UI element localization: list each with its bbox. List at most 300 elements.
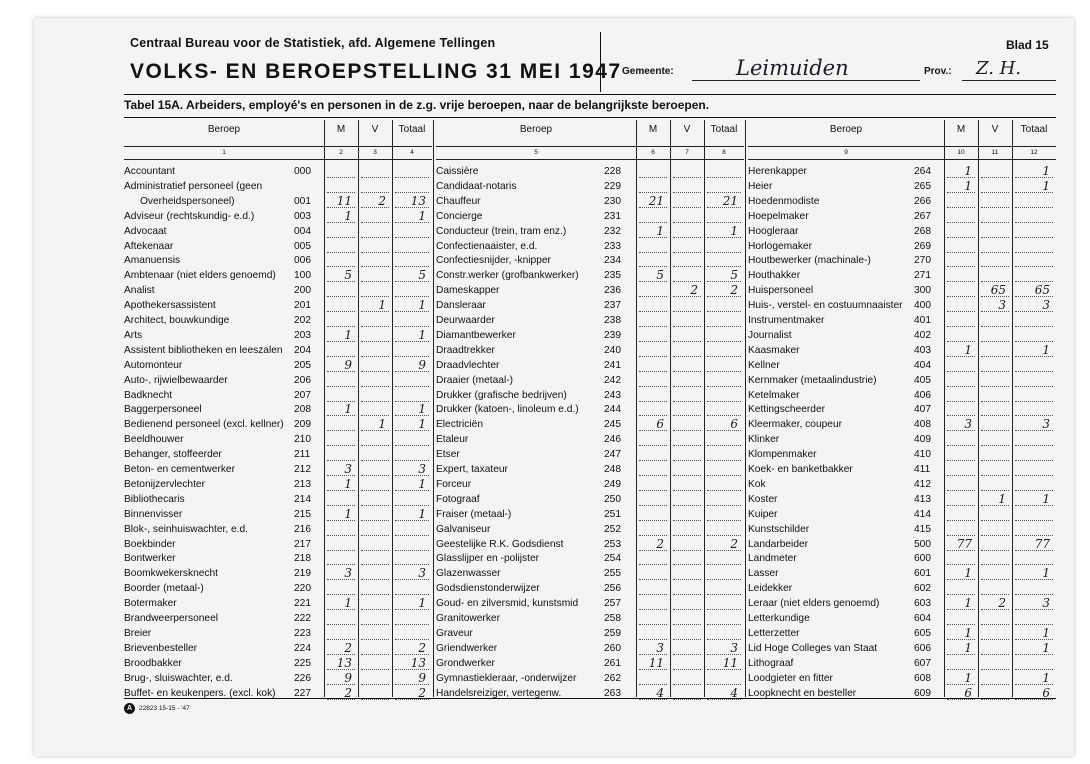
occupation-name: Kellner — [748, 359, 780, 371]
occupation-name: Kunstschilder — [748, 523, 810, 535]
entry-line — [947, 207, 975, 208]
occupation-code: 411 — [914, 464, 931, 475]
occupation-name: Brandweerpersoneel — [124, 613, 219, 624]
occupation-name: Diamantbewerker — [436, 329, 516, 341]
handwritten-m-value: 1 — [964, 640, 972, 655]
print-code: 22823 15-15 - '47 — [139, 705, 190, 712]
occupation-name: Constr.werker (grofbankwerker) — [436, 270, 579, 282]
handwritten-t-value: 77 — [1034, 536, 1050, 551]
occupation-code: 004 — [294, 225, 311, 237]
entry-line — [673, 654, 701, 655]
column-header-v: V — [991, 124, 999, 135]
entry-line — [361, 550, 389, 551]
handwritten-m-value: 1 — [344, 208, 352, 223]
entry-line — [361, 579, 389, 580]
occupation-name: Bedienend personeel (excl. kellner) — [124, 419, 284, 431]
occupation-code: 234 — [604, 255, 621, 267]
entry-line — [327, 624, 355, 625]
handwritten-v-value: 65 — [990, 283, 1006, 298]
handwritten-m-value: 5 — [656, 268, 664, 283]
entry-line — [707, 609, 741, 610]
occupation-code: 606 — [914, 642, 931, 654]
column-divider — [670, 120, 671, 697]
occupation-name: Binnenvisser — [124, 508, 183, 520]
entry-line — [361, 415, 389, 416]
entry-line — [1015, 266, 1053, 267]
entry-line — [395, 296, 429, 297]
occupation-code: 602 — [914, 583, 931, 595]
entry-line — [981, 654, 1009, 655]
occupation-name: Expert, taxateur — [436, 464, 508, 475]
table-caption: Tabel 15A. Arbeiders, employé's en personen in de z.g. vrije beroepen, naar de belangrijkste beroepen. — [124, 98, 710, 112]
entry-line — [327, 460, 355, 461]
entry-line — [707, 222, 741, 223]
entry-line — [327, 445, 355, 446]
entry-line — [947, 341, 975, 342]
entry-line — [639, 505, 667, 506]
entry-line — [981, 520, 1009, 521]
occupation-code: 270 — [914, 255, 931, 267]
occupation-name: Dameskapper — [436, 285, 500, 297]
occupation-name: Etser — [436, 449, 460, 461]
occupation-name: Forceur — [436, 478, 472, 490]
occupation-name: Leraar (niet elders genoemd) — [748, 598, 880, 610]
entry-line — [981, 564, 1009, 565]
occupation-name: Bibliothecaris — [124, 493, 185, 505]
entry-line — [673, 684, 701, 685]
occupation-code: 005 — [294, 240, 311, 252]
occupation-code: 219 — [294, 568, 311, 580]
occupation-code: 408 — [914, 419, 931, 431]
occupation-name: Arts — [124, 329, 143, 341]
entry-line — [981, 192, 1009, 193]
entry-line — [673, 505, 701, 506]
handwritten-t-value: 1 — [418, 298, 426, 313]
column-number: 3 — [373, 149, 377, 156]
handwritten-m-value: 1 — [344, 506, 352, 521]
entry-line — [361, 624, 389, 625]
occupation-code: 609 — [914, 687, 931, 699]
occupation-name: Hoogleraar — [748, 225, 799, 237]
entry-line — [361, 237, 389, 238]
occupation-name: Boekbinder — [124, 538, 176, 550]
occupation-name: Boomkwekersknecht — [124, 568, 218, 580]
entry-line — [327, 237, 355, 238]
entry-line — [707, 579, 741, 580]
entry-line — [639, 371, 667, 372]
handwritten-m-value: 1 — [656, 223, 664, 238]
column-header-m: M — [956, 124, 966, 135]
column-divider — [636, 120, 637, 697]
occupation-name: Concierge — [436, 210, 483, 222]
occupation-code: 216 — [294, 523, 311, 535]
occupation-name: Chauffeur — [436, 195, 481, 207]
occupation-name: Lid Hoge Colleges van Staat — [748, 642, 878, 654]
entry-line — [673, 341, 701, 342]
occupation-code: 250 — [604, 493, 621, 505]
occupation-code: 412 — [914, 478, 931, 490]
entry-line — [707, 177, 741, 178]
handwritten-t-value: 1 — [1042, 670, 1050, 685]
column-divider — [358, 120, 359, 697]
handwritten-m-value: 3 — [344, 566, 352, 581]
entry-line — [327, 594, 355, 595]
handwritten-m-value: 9 — [344, 357, 352, 372]
handwritten-t-value: 1 — [418, 596, 426, 611]
entry-line — [395, 356, 429, 357]
entry-line — [707, 341, 741, 342]
handwritten-m-value: 5 — [344, 268, 352, 283]
entry-line — [673, 609, 701, 610]
entry-line — [1015, 386, 1053, 387]
occupation-code: 215 — [294, 508, 311, 520]
entry-line — [947, 594, 975, 595]
entry-line — [981, 266, 1009, 267]
occupation-code: 255 — [604, 568, 621, 580]
occupation-name: Drukker (grafische bedrijven) — [436, 389, 567, 401]
entry-line — [981, 639, 1009, 640]
column-number: 7 — [685, 149, 689, 156]
entry-line — [673, 490, 701, 491]
entry-line — [707, 460, 741, 461]
entry-line — [981, 475, 1009, 476]
entry-line — [327, 192, 355, 193]
province-value: Z. H. — [976, 58, 1022, 79]
handwritten-t-value: 11 — [722, 655, 738, 670]
occupation-code: 409 — [914, 434, 931, 446]
occupation-code: 230 — [604, 195, 621, 207]
occupation-name: Glazenwasser — [436, 568, 501, 580]
occupation-name: Aftekenaar — [124, 240, 174, 252]
occupation-code: 229 — [604, 180, 621, 192]
handwritten-t-value: 1 — [1042, 625, 1050, 640]
occupation-code: 410 — [914, 449, 931, 461]
occupation-name: Koster — [748, 493, 778, 505]
occupation-name: Botermaker — [124, 598, 177, 610]
number-row-rule — [436, 159, 744, 160]
column-divider — [392, 120, 393, 697]
entry-line — [947, 296, 975, 297]
occupation-code: 242 — [604, 374, 621, 386]
occupation-name: Etaleur — [436, 434, 469, 446]
occupation-code: 237 — [604, 300, 621, 312]
occupation-code: 227 — [294, 687, 311, 699]
entry-line — [707, 311, 741, 312]
entry-line — [981, 237, 1009, 238]
occupation-code: 003 — [294, 210, 311, 222]
occupation-code: 402 — [914, 329, 931, 341]
handwritten-t-value: 2 — [418, 640, 426, 655]
column-divider — [324, 120, 325, 697]
column-header-beroep: Beroep — [519, 124, 553, 135]
entry-line — [361, 296, 389, 297]
occupation-name: Beeldhouwer — [124, 434, 184, 446]
occupation-name: Brug-, sluiswachter, e.d. — [124, 672, 233, 684]
entry-line — [395, 639, 429, 640]
handwritten-v-value: 2 — [998, 596, 1006, 611]
occupation-name: Bontwerker — [124, 553, 176, 565]
entry-line — [673, 401, 701, 402]
handwritten-t-value: 2 — [730, 283, 738, 298]
entry-line — [327, 550, 355, 551]
occupation-code: 213 — [294, 478, 311, 490]
occupation-name: Broodbakker — [124, 657, 182, 669]
entry-line — [639, 311, 667, 312]
entry-line — [639, 609, 667, 610]
entry-line — [981, 579, 1009, 580]
occupation-name: Breier — [124, 627, 152, 639]
occupation-code: 100 — [294, 270, 311, 282]
entry-line — [361, 594, 389, 595]
form-title: VOLKS- EN BEROEPSTELLING 31 MEI 1947 — [130, 60, 622, 83]
entry-line — [1015, 460, 1053, 461]
handwritten-t-value: 3 — [1042, 298, 1050, 313]
handwritten-t-value: 9 — [418, 357, 426, 372]
entry-line — [639, 177, 667, 178]
entry-line — [673, 326, 701, 327]
occupation-name: Draadtrekker — [436, 344, 495, 356]
occupation-name: Kaasmaker — [748, 344, 800, 356]
entry-line — [1015, 415, 1053, 416]
occupation-code: 403 — [914, 344, 931, 356]
entry-line — [361, 669, 389, 670]
entry-line — [395, 564, 429, 565]
entry-line — [1015, 281, 1053, 282]
entry-line — [707, 490, 741, 491]
entry-line — [361, 654, 389, 655]
entry-line — [361, 639, 389, 640]
entry-line — [639, 535, 667, 536]
entry-line — [361, 281, 389, 282]
entry-line — [1015, 401, 1053, 402]
entry-line — [395, 594, 429, 595]
entry-line — [673, 192, 701, 193]
handwritten-m-value: 13 — [336, 655, 352, 670]
handwritten-t-value: 3 — [1042, 417, 1050, 432]
occupation-code: 265 — [914, 180, 931, 192]
entry-line — [981, 490, 1009, 491]
occupation-code: 233 — [604, 240, 621, 252]
occupation-name: Dansleraar — [436, 300, 486, 312]
handwritten-m-value: 2 — [656, 536, 664, 551]
occupation-code: 251 — [604, 508, 621, 520]
entry-line — [981, 356, 1009, 357]
entry-line — [639, 639, 667, 640]
entry-line — [395, 445, 429, 446]
column-header-m: M — [336, 124, 346, 135]
occupation-name: Electriciën — [436, 419, 483, 431]
entry-line — [947, 222, 975, 223]
handwritten-t-value: 1 — [730, 223, 738, 238]
column-header-beroep: Beroep — [207, 124, 241, 135]
entry-line — [673, 356, 701, 357]
entry-line — [639, 460, 667, 461]
entry-line — [639, 594, 667, 595]
occupation-code: 201 — [294, 300, 311, 312]
occupation-code: 240 — [604, 344, 621, 356]
occupation-name: Analist — [124, 285, 155, 297]
column-divider — [704, 120, 705, 697]
column-number: 12 — [1030, 149, 1038, 156]
entry-line — [395, 252, 429, 253]
entry-line — [1015, 445, 1053, 446]
entry-line — [361, 520, 389, 521]
occupation-name: Advocaat — [124, 225, 167, 237]
handwritten-m-value: 9 — [344, 670, 352, 685]
occupation-code: 267 — [914, 210, 931, 222]
occupation-name: Geestelijke R.K. Godsdienst — [436, 538, 564, 550]
occupation-code: 236 — [604, 285, 621, 297]
occupation-name: Granitowerker — [436, 613, 500, 624]
entry-line — [673, 281, 701, 282]
entry-line — [327, 266, 355, 267]
entry-line — [981, 445, 1009, 446]
entry-line — [327, 326, 355, 327]
entry-line — [395, 386, 429, 387]
occupation-name: Auto-, rijwielbewaarder — [124, 374, 228, 386]
entry-line — [673, 177, 701, 178]
occupation-name: Baggerpersoneel — [124, 404, 202, 416]
occupation-code: 404 — [914, 359, 931, 371]
handwritten-m-value: 3 — [344, 462, 352, 476]
entry-line — [395, 505, 429, 506]
header-rule — [436, 146, 744, 147]
occupation-name: Accountant — [124, 166, 175, 177]
entry-line — [981, 624, 1009, 625]
entry-line — [327, 296, 355, 297]
entry-line — [981, 415, 1009, 416]
occupation-code: 000 — [294, 166, 311, 177]
occupation-name: Glasslijper en -polijster — [436, 553, 540, 565]
occupation-code: 248 — [604, 464, 621, 475]
entry-line — [673, 564, 701, 565]
occupation-name: Overheidspersoneel) — [140, 195, 235, 207]
entry-line — [639, 564, 667, 565]
occupation-name: Betonijzervlechter — [124, 478, 205, 490]
occupation-code: 222 — [294, 613, 311, 624]
entry-line — [947, 281, 975, 282]
header-rule — [748, 146, 1056, 147]
number-row-rule — [124, 159, 432, 160]
occupation-code: 407 — [914, 404, 931, 416]
handwritten-t-value: 3 — [418, 462, 426, 476]
entry-line — [639, 684, 667, 685]
handwritten-t-value: 1 — [1042, 640, 1050, 655]
entry-line — [327, 252, 355, 253]
entry-line — [707, 401, 741, 402]
entry-line — [707, 415, 741, 416]
occupation-code: 220 — [294, 583, 311, 595]
entry-line — [981, 550, 1009, 551]
entry-line — [707, 535, 741, 536]
header-divider — [600, 32, 601, 92]
entry-line — [327, 430, 355, 431]
occupation-name: Candidaat-notaris — [436, 180, 517, 192]
column-divider — [1012, 120, 1013, 697]
occupation-code: 254 — [604, 553, 621, 565]
entry-line — [361, 401, 389, 402]
handwritten-t-value: 2 — [418, 685, 426, 700]
handwritten-m-value: 2 — [344, 640, 352, 655]
entry-line — [673, 415, 701, 416]
entry-line — [361, 684, 389, 685]
entry-line — [639, 222, 667, 223]
occupation-name: Houthakker — [748, 270, 801, 282]
column-number: 8 — [722, 149, 726, 156]
handwritten-m-value: 6 — [656, 417, 664, 432]
entry-line — [981, 207, 1009, 208]
handwritten-t-value: 2 — [730, 536, 738, 551]
handwritten-v-value: 2 — [378, 193, 386, 208]
occupation-code: 232 — [604, 225, 621, 237]
handwritten-t-value: 6 — [730, 417, 738, 432]
occupation-name: Handelsreiziger, vertegenw. — [436, 687, 562, 699]
occupation-code: 204 — [294, 344, 311, 356]
handwritten-m-value: 11 — [648, 655, 664, 670]
occupation-name: Herenkapper — [748, 166, 807, 177]
entry-line — [947, 624, 975, 625]
occupation-code: 269 — [914, 240, 931, 252]
entry-line — [361, 505, 389, 506]
entry-line — [673, 475, 701, 476]
entry-line — [673, 386, 701, 387]
printer-logo: A — [124, 703, 135, 714]
entry-line — [947, 415, 975, 416]
entry-line — [361, 192, 389, 193]
entry-line — [1015, 594, 1053, 595]
section-divider — [433, 120, 434, 697]
entry-line — [707, 475, 741, 476]
entry-line — [947, 535, 975, 536]
occupation-name: Badknecht — [124, 389, 173, 401]
entry-line — [639, 445, 667, 446]
handwritten-t-value: 1 — [1042, 164, 1050, 178]
occupation-code: 209 — [294, 419, 311, 431]
entry-line — [395, 326, 429, 327]
entry-line — [673, 669, 701, 670]
entry-line — [361, 266, 389, 267]
entry-line — [707, 386, 741, 387]
entry-line — [327, 401, 355, 402]
entry-line — [639, 386, 667, 387]
entry-line — [327, 564, 355, 565]
handwritten-m-value: 1 — [964, 625, 972, 640]
occupation-name: Draadvlechter — [436, 359, 500, 371]
entry-line — [327, 535, 355, 536]
occupation-code: 603 — [914, 598, 931, 610]
handwritten-t-value: 13 — [410, 655, 426, 670]
occupation-code: 258 — [604, 613, 621, 624]
occupation-name: Beton- en cementwerker — [124, 464, 235, 475]
sheet-number: Blad 15 — [1006, 38, 1049, 52]
handwritten-t-value: 1 — [418, 208, 426, 223]
handwritten-t-value: 1 — [418, 327, 426, 342]
entry-line — [639, 341, 667, 342]
entry-line — [639, 326, 667, 327]
entry-line — [947, 266, 975, 267]
handwritten-m-value: 1 — [964, 164, 972, 178]
column-number: 1 — [222, 149, 226, 156]
entry-line — [361, 341, 389, 342]
column-divider — [978, 120, 979, 697]
occupation-code: 241 — [604, 359, 621, 371]
occupation-name: Heier — [748, 180, 773, 192]
column-header-totaal: Totaal — [398, 124, 426, 135]
entry-line — [947, 490, 975, 491]
handwritten-t-value: 1 — [1042, 342, 1050, 357]
occupation-name: Blok-, seinhuiswachter, e.d. — [124, 523, 249, 535]
occupation-code: 212 — [294, 464, 311, 475]
